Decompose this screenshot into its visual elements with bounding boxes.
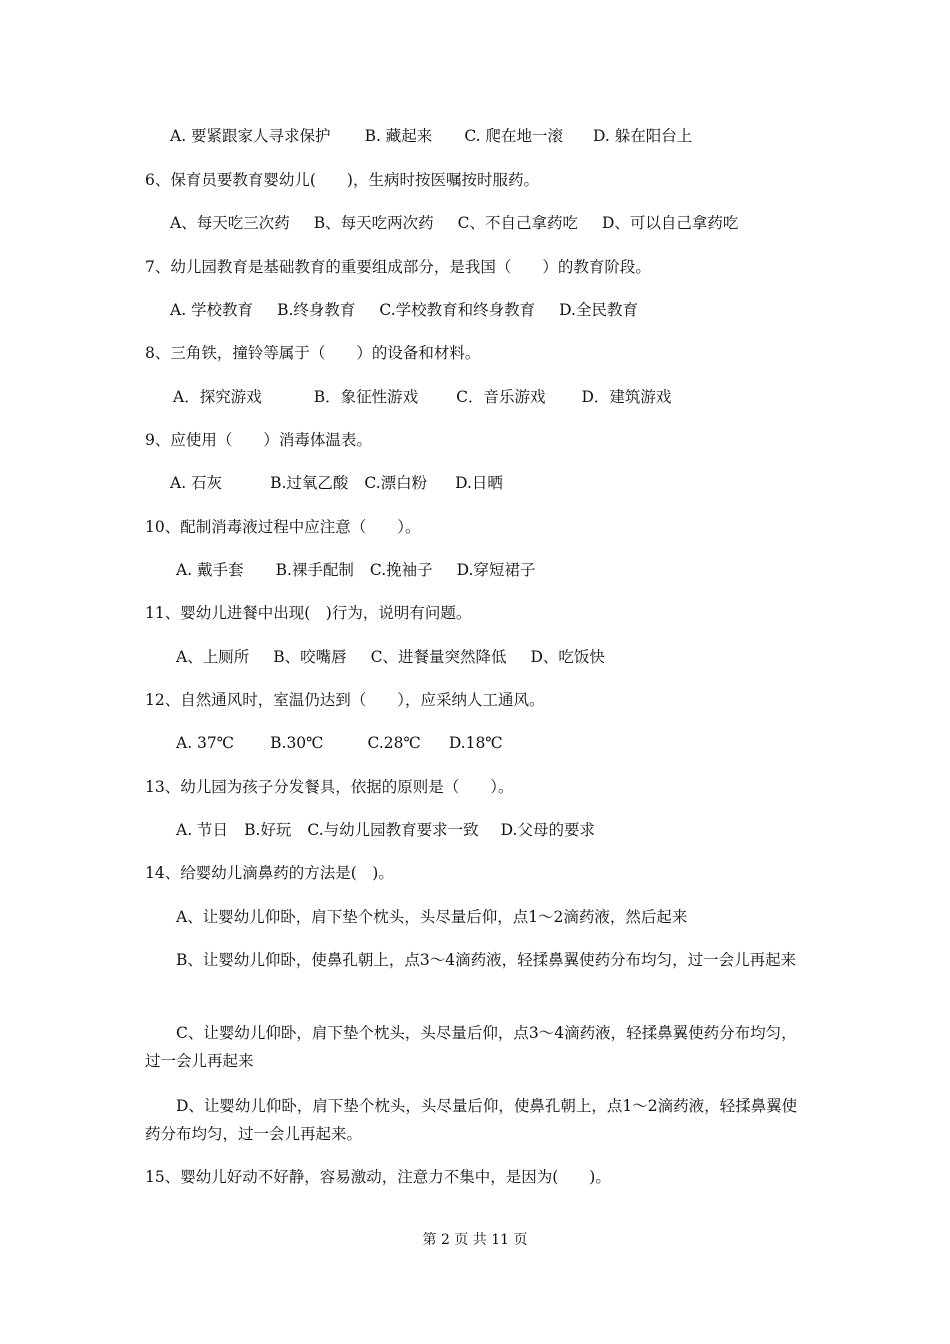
answer-options bbox=[173, 387, 671, 407]
answer-option: D、可以自己拿药吃 bbox=[601, 214, 739, 232]
answer-option: C、不自己拿药吃 bbox=[457, 214, 578, 232]
question-stem: 13、幼儿园为孩子分发餐具，依据的原则是（ ）。 bbox=[145, 778, 514, 796]
answer-option: C.28℃ bbox=[367, 734, 421, 752]
answer-options bbox=[176, 560, 535, 580]
answer-options bbox=[176, 647, 605, 667]
question-stem: 9、应使用（ ）消毒体温表。 bbox=[145, 431, 372, 449]
answer-option: D.穿短裙子 bbox=[456, 561, 536, 579]
answer-option: D.日晒 bbox=[455, 474, 503, 492]
answer-option: A. 37℃ bbox=[176, 734, 235, 752]
answer-option: B、咬嘴唇 bbox=[273, 648, 347, 666]
answer-option: C．音乐游戏 bbox=[456, 388, 546, 406]
answer-option: B、每天吃两次药 bbox=[313, 214, 434, 232]
answer-option: C.学校教育和终身教育 bbox=[379, 301, 536, 319]
answer-options bbox=[170, 126, 692, 146]
answer-option: C.漂白粉 bbox=[364, 474, 428, 492]
answer-option: B.好玩 bbox=[244, 821, 292, 839]
answer-option: D.18℃ bbox=[448, 734, 503, 752]
answer-option-long: D、让婴幼儿仰卧，肩下垫个枕头，头尽量后仰，使鼻孔朝上，点1～2滴药液，轻揉鼻翼使药分布均匀，过一会儿再起来。 bbox=[145, 1097, 798, 1143]
answer-option: A、上厕所 bbox=[176, 648, 250, 666]
answer-option: A. 节日 bbox=[176, 821, 229, 839]
answer-option-long: C、让婴幼儿仰卧，肩下垫个枕头，头尽量后仰，点3～4滴药液，轻揉鼻翼使药分布均匀，过一会儿再起来 bbox=[145, 1024, 797, 1070]
answer-option-long: B、让婴幼儿仰卧，使鼻孔朝上，点3～4滴药液，轻揉鼻翼使药分布均匀，过一会儿再起来 bbox=[145, 951, 797, 969]
answer-option: C.挽袖子 bbox=[369, 561, 433, 579]
answer-option: D.父母的要求 bbox=[500, 821, 595, 839]
question-stem: 6、保育员要教育婴幼儿( )，生病时按医嘱按时服药。 bbox=[145, 171, 539, 189]
question-stem: 10、配制消毒液过程中应注意（ ）。 bbox=[145, 518, 421, 536]
page-footer: 第 2 页 共 11 页 bbox=[422, 1232, 528, 1248]
answer-options bbox=[170, 300, 638, 320]
answer-options bbox=[176, 820, 595, 840]
answer-option: A. 学校教育 bbox=[170, 301, 254, 319]
answer-options bbox=[170, 473, 503, 493]
answer-option: B.终身教育 bbox=[277, 301, 356, 319]
answer-option: D. 躲在阳台上 bbox=[592, 127, 693, 145]
answer-option: A. 石灰 bbox=[170, 474, 223, 492]
question-stem: 15、婴幼儿好动不好静，容易激动，注意力不集中，是因为( )。 bbox=[145, 1168, 611, 1186]
answer-options bbox=[170, 213, 738, 233]
answer-option: D．建筑游戏 bbox=[581, 388, 672, 406]
question-stem: 8、三角铁，撞铃等属于（ ）的设备和材料。 bbox=[145, 344, 481, 362]
answer-option: D.全民教育 bbox=[559, 301, 638, 319]
answer-option: C、进餐量突然降低 bbox=[370, 648, 507, 666]
question-stem: 7、幼儿园教育是基础教育的重要组成部分，是我国（ ）的教育阶段。 bbox=[145, 258, 651, 276]
question-stem: 14、给婴幼儿滴鼻药的方法是( )。 bbox=[145, 864, 394, 882]
answer-option: A. 要紧跟家人寻求保护 bbox=[170, 127, 331, 145]
question-stem: 12、自然通风时，室温仍达到（ ），应采纳人工通风。 bbox=[145, 691, 545, 709]
answer-option: B. 藏起来 bbox=[364, 127, 433, 145]
answer-option: A．探究游戏 bbox=[173, 388, 262, 406]
answer-option: D、吃饭快 bbox=[530, 648, 605, 666]
answer-option: C. 爬在地一滚 bbox=[464, 127, 563, 145]
answer-option: B.裸手配制 bbox=[275, 561, 354, 579]
answer-option-long: A、让婴幼儿仰卧，肩下垫个枕头，头尽量后仰，点1～2滴药液，然后起来 bbox=[176, 908, 688, 926]
question-stem: 11、婴幼儿进餐中出现( )行为，说明有问题。 bbox=[145, 604, 472, 622]
answer-option: A、每天吃三次药 bbox=[170, 214, 290, 232]
answer-option: C.与幼儿园教育要求一致 bbox=[307, 821, 479, 839]
answer-option: B.30℃ bbox=[270, 734, 324, 752]
answer-option: B.过氧乙酸 bbox=[270, 474, 349, 492]
answer-options bbox=[176, 733, 503, 753]
answer-option: A. 戴手套 bbox=[176, 561, 244, 579]
answer-option: B．象征性游戏 bbox=[313, 388, 419, 406]
